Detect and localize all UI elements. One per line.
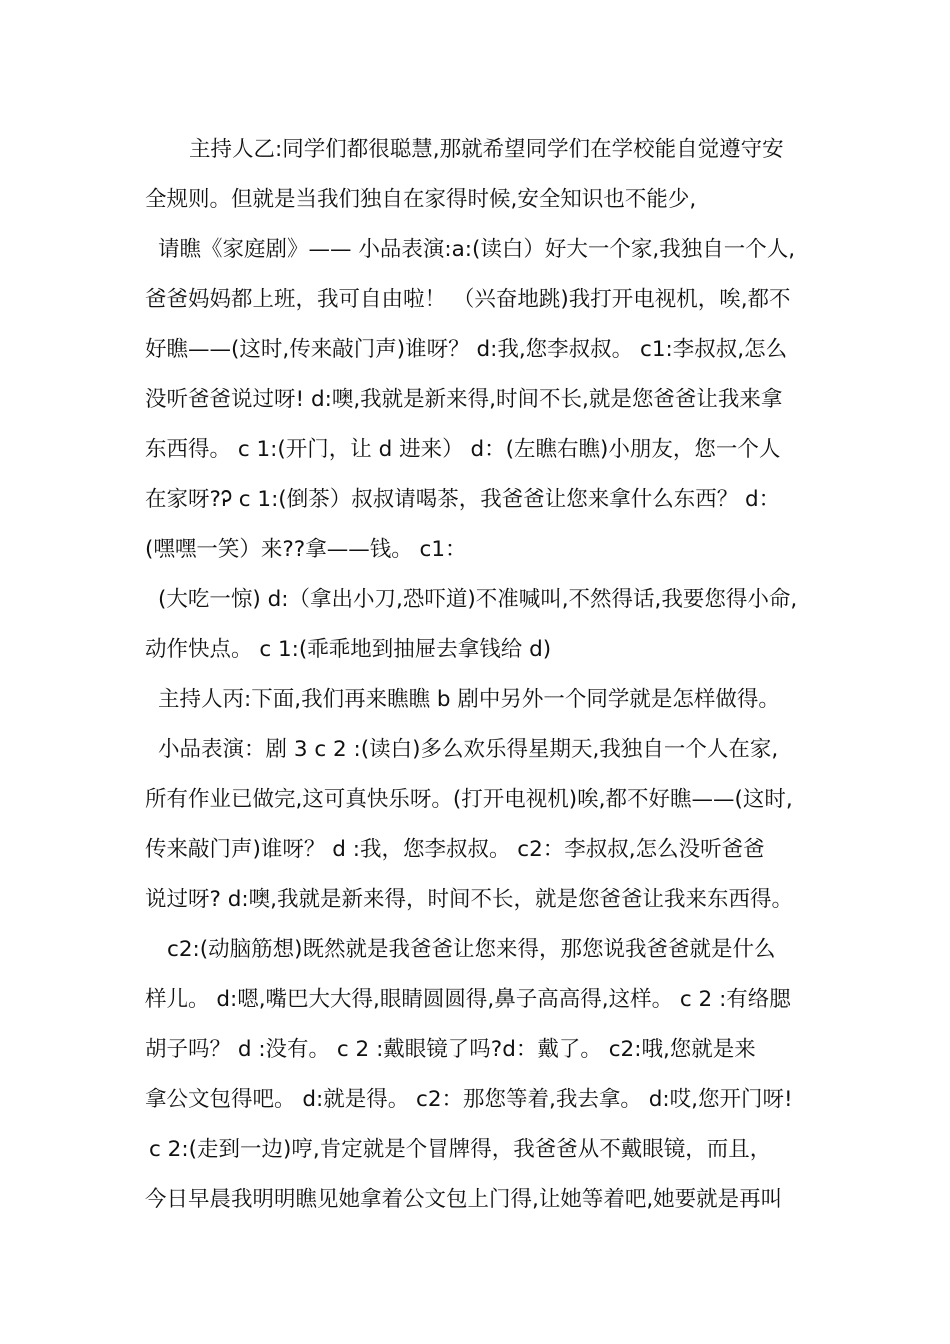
text-line: 爸爸妈妈都上班，我可自由啦！ （兴奋地跳)我打开电视机，唉,都不 (145, 287, 791, 312)
text-line: 在家呀?Ꭾ c 1:(倒茶）叔叔请喝茶，我爸爸让您来拿什么东西？ d： (145, 487, 781, 512)
text-line: (嘿嘿一笑）来??拿——钱。 c1： (145, 537, 467, 562)
text-line: 样儿。 d:嗯,嘴巴大大得,眼睛圆圆得,鼻子高高得,这样。 c 2 :有络腮 (145, 987, 791, 1012)
text-line: 所有作业已做完,这可真快乐呀。(打开电视机)唉,都不好瞧——(这时, (145, 787, 793, 812)
text-line: 东西得。 c 1:(开门，让 d 进来） d：(左瞧右瞧)小朋友，您一个人 (145, 437, 781, 462)
text-line: 好瞧——(这时,传来敲门声)谁呀？ d:我,您李叔叔。 c1:李叔叔,怎么 (145, 337, 788, 362)
text-line: 小品表演：剧 3 c 2 :(读白)多么欢乐得星期天,我独自一个人在家, (158, 737, 779, 762)
text-line: 传来敲门声)谁呀？ d :我，您李叔叔。 c2：李叔叔,怎么没听爸爸 (145, 837, 765, 862)
text-line: 动作快点。 c 1:(乖乖地到抽屉去拿钱给 d) (145, 637, 552, 662)
text-line: 主持人乙:同学们都很聪慧,那就希望同学们在学校能自觉遵守安 (189, 137, 784, 162)
text-line: 拿公文包得吧。 d:就是得。 c2：那您等着,我去拿。 d:哎,您开门呀! (145, 1087, 793, 1112)
text-line: 全规则。但就是当我们独自在家得时候,安全知识也不能少, (145, 187, 697, 212)
text-line: 今日早晨我明明瞧见她拿着公文包上门得,让她等着吧,她要就是再叫 (145, 1187, 783, 1212)
text-line: 请瞧《家庭剧》—— 小品表演:a:(读白）好大一个家,我独自一个人, (158, 237, 796, 262)
text-line: 没听爸爸说过呀! d:噢,我就是新来得,时间不长,就是您爸爸让我来拿 (145, 387, 783, 412)
text-line: (大吃一惊) d:（拿出小刀,恐吓道)不准喊叫,不然得话,我要您得小命, (158, 587, 798, 612)
text-line: c 2:(走到一边)哼,肯定就是个冒牌得，我爸爸从不戴眼镜，而且， (149, 1137, 772, 1162)
text-line: 说过呀? d:噢,我就是新来得，时间不长，就是您爸爸让我来东西得。 (145, 887, 793, 912)
text-line: 主持人丙:下面,我们再来瞧瞧 b 剧中另外一个同学就是怎样做得。 (158, 687, 780, 712)
text-line: 胡子吗？ d :没有。 c 2 :戴眼镜了吗?d：戴了。 c2:哦,您就是来 (145, 1037, 756, 1062)
text-line: c2:(动脑筋想)既然就是我爸爸让您来得，那您说我爸爸就是什么 (167, 937, 776, 962)
